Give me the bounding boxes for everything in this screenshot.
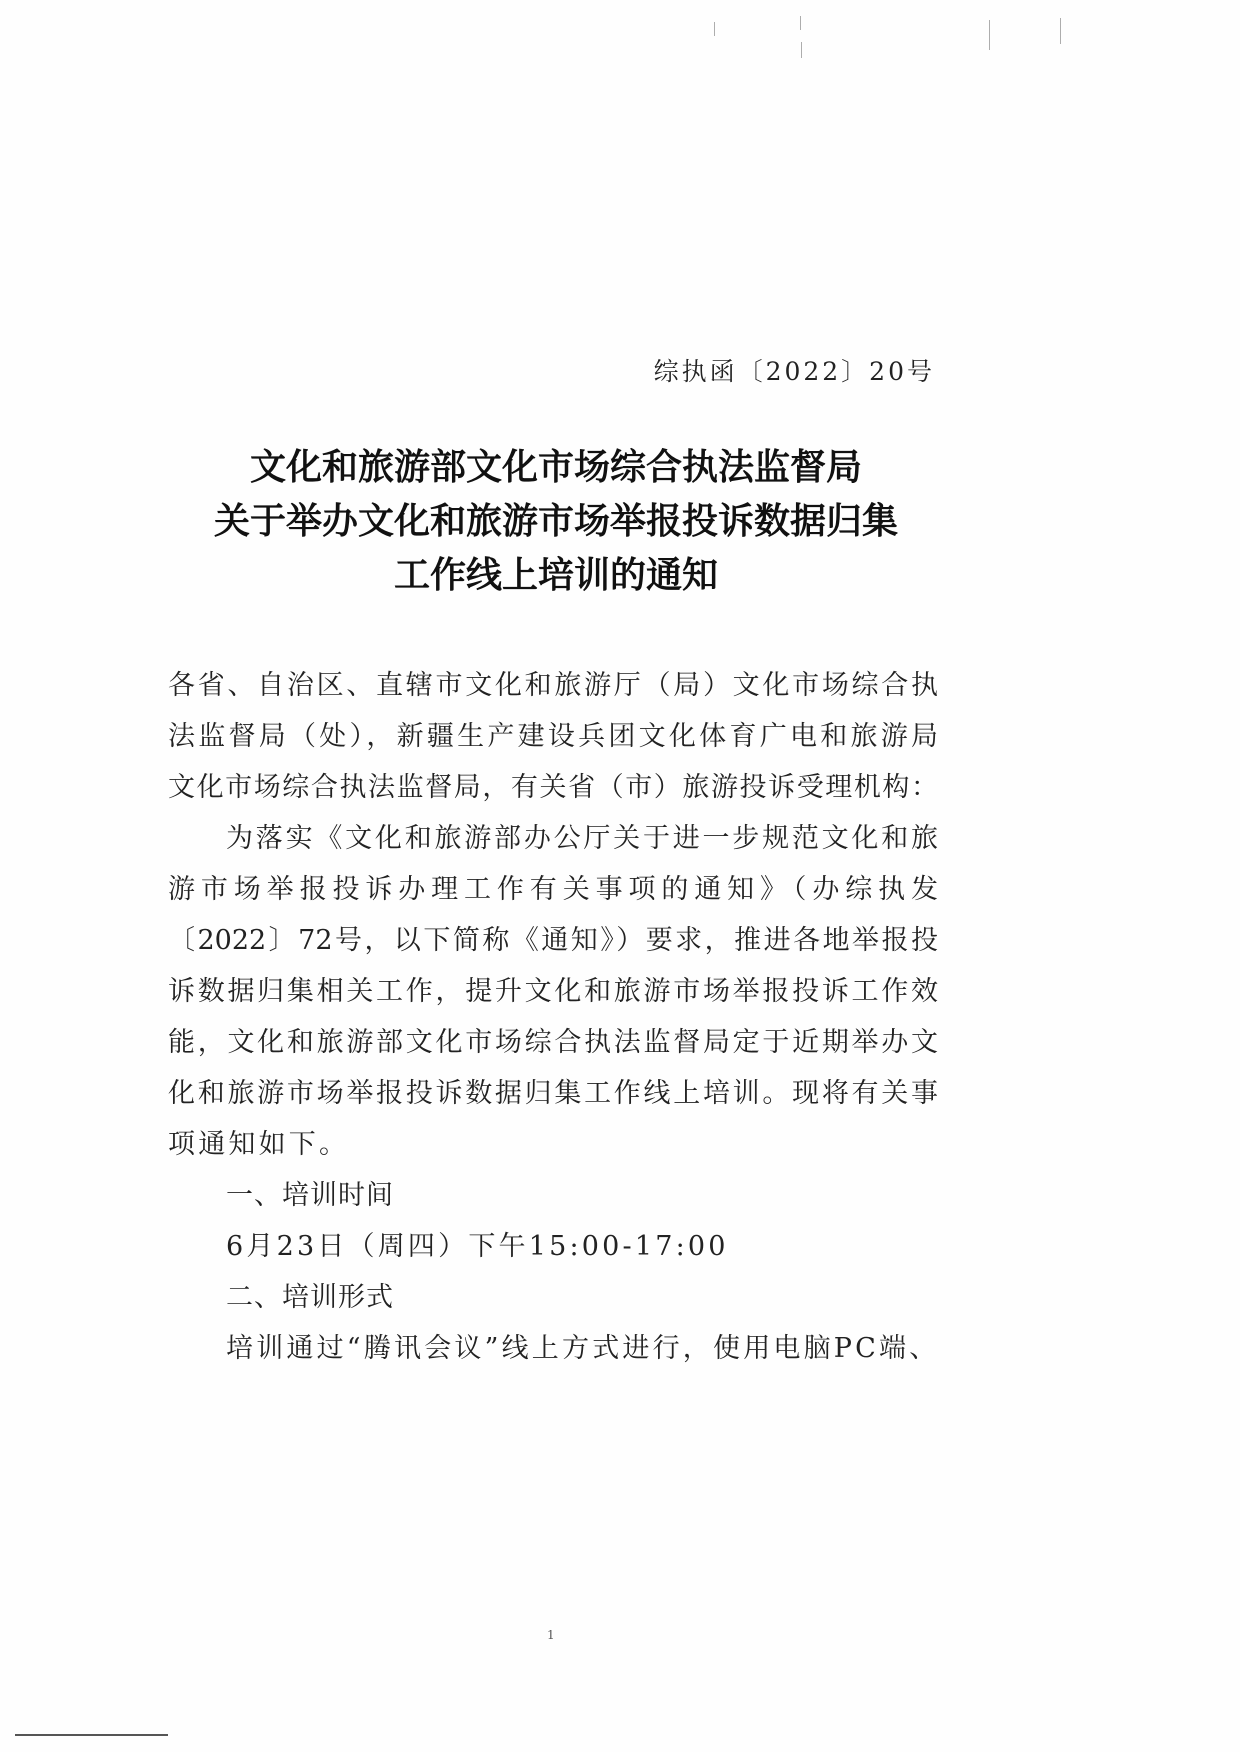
scan-artifact: [800, 16, 801, 30]
paragraph-line: 为落实《文化和旅游部办公厅关于进一步规范文化和旅: [226, 823, 938, 854]
section-content: 6月23日（周四）下午15:00-17:00: [226, 1231, 729, 1262]
section-training-format: [168, 1272, 938, 1374]
section-training-time: [168, 1170, 938, 1272]
scan-artifact: [714, 22, 715, 36]
paragraph-line: 〔2022〕72号，以下简称《通知》）要求，推进各地举报投: [168, 925, 938, 956]
title-line: 文化和旅游部文化市场综合执法监督局: [249, 446, 862, 488]
section-heading: 一、培训时间: [226, 1180, 394, 1211]
paragraph-line: 诉数据归集相关工作，提升文化和旅游市场举报投诉工作效: [168, 976, 938, 1007]
paragraph-line: 游市场举报投诉办理工作有关事项的通知》（办综执发: [168, 874, 938, 905]
document-number: 综执函〔2022〕20号: [653, 357, 935, 386]
scan-edge-line: [15, 1734, 168, 1736]
addressee-line: 各省、自治区、直辖市文化和旅游厅（局）文化市场综合执: [168, 670, 938, 701]
paragraph-line: 能，文化和旅游部文化市场综合执法监督局定于近期举办文: [168, 1027, 938, 1058]
section-content: 培训通过“腾讯会议”线上方式进行，使用电脑PC端、: [226, 1333, 940, 1364]
paragraph-line: 化和旅游市场举报投诉数据归集工作线上培训。现将有关事: [168, 1078, 938, 1109]
document-body: [168, 660, 938, 1374]
paragraph-line: 项通知如下。: [168, 1129, 350, 1160]
scan-artifact: [989, 20, 990, 50]
intro-paragraph: [168, 813, 938, 1170]
title-line: 工作线上培训的通知: [393, 554, 718, 596]
scan-artifact: [801, 42, 802, 58]
addressee-line: 文化市场综合执法监督局，有关省（市）旅游投诉受理机构：: [168, 772, 938, 803]
section-heading: 二、培训形式: [226, 1282, 394, 1313]
page-number: 1: [547, 1628, 555, 1642]
addressee-line: 法监督局（处），新疆生产建设兵团文化体育广电和旅游局: [168, 721, 938, 752]
document-title: [0, 440, 1112, 602]
title-line: 关于举办文化和旅游市场举报投诉数据归集: [213, 500, 898, 542]
scan-artifact: [1060, 18, 1061, 44]
addressee-block: [168, 660, 938, 813]
